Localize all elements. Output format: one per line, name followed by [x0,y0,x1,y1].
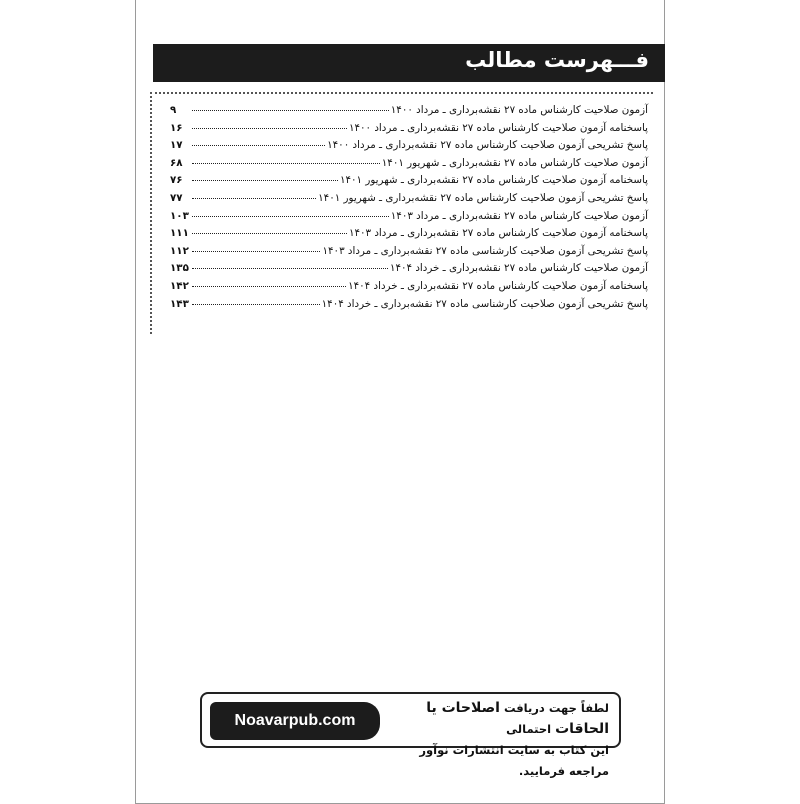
toc-entry-title: پاسخنامه آزمون صلاحیت کارشناس ماده ۲۷ نقشه‌برداری ـ مرداد ۱۴۰۳ [348,227,648,240]
toc-entry [170,280,648,298]
notice-text [379,698,609,782]
toc-entry-page: ۹ [170,104,177,116]
toc-entry-page: ۱۶ [170,121,183,134]
notice-emphasis: اصلاحات یا الحاقات [426,700,609,737]
toc-leader-dots [192,110,389,111]
toc-entry-page: ۶۸ [170,156,183,169]
toc-entry [170,104,648,122]
toc-entry-title: پاسخ تشریحی آزمون صلاحیت کارشناس ماده ۲۷ نقشه‌برداری ـ مرداد ۱۴۰۰ [327,139,648,152]
toc-leader-dots [192,286,346,287]
toc-entry [170,210,648,228]
toc-entry [170,157,648,175]
toc-entry-page: ۱۱۱ [170,227,189,240]
toc-entry [170,139,648,157]
toc-leader-dots [192,216,389,217]
toc-leader-dots [192,180,338,181]
toc-entry-title: پاسخنامه آزمون صلاحیت کارشناس ماده ۲۷ نقشه‌برداری ـ خرداد ۱۴۰۴ [348,279,648,292]
toc-entry-page: ۱۱۲ [170,244,189,257]
toc-entry-title: پاسخ تشریحی آزمون صلاحیت کارشناسی ماده ۲۷ نقشه‌برداری ـ خرداد ۱۴۰۴ [321,297,648,310]
toc-entry-title: آزمون صلاحیت کارشناس ماده ۲۷ نقشه‌برداری ـ مرداد ۱۴۰۰ [390,104,648,116]
toc-entry-page: ۷۶ [170,174,183,187]
toc-leader-dots [192,198,316,199]
page-title: فـــهرست مطالب [465,48,649,72]
toc-leader-dots [192,163,380,164]
toc-entry [170,122,648,140]
toc-entry-title: پاسخنامه آزمون صلاحیت کارشناس ماده ۲۷ نقشه‌برداری ـ شهریور ۱۴۰۱ [339,174,648,187]
toc-leader-dots [192,251,320,252]
toc-entry-title: پاسخ تشریحی آزمون صلاحیت کارشناس ماده ۲۷ نقشه‌برداری ـ شهریور ۱۴۰۱ [318,191,648,204]
website-link[interactable]: Noavarpub.com [234,712,356,729]
toc-entry-title: پاسخ تشریحی آزمون صلاحیت کارشناسی ماده ۲۷ نقشه‌برداری ـ مرداد ۱۴۰۳ [322,244,648,257]
toc-entry [170,298,648,316]
toc-leader-dots [192,268,388,269]
toc-entry [170,174,648,192]
toc-entry [170,245,648,263]
toc-entry-page: ۱۴۲ [170,279,189,292]
toc-leader-dots [192,128,347,129]
notice-line-2: این کتاب به سایت انتشارات نوآور مراجعه فرمایید. [419,743,609,778]
toc-entry-title: پاسخنامه آزمون صلاحیت کارشناس ماده ۲۷ نقشه‌برداری ـ مرداد ۱۴۰۰ [348,121,648,134]
toc-entry-title: آزمون صلاحیت کارشناس ماده ۲۷ نقشه‌برداری ـ خرداد ۱۴۰۴ [389,262,648,275]
publisher-notice-box [200,692,621,778]
toc-header-bar [153,44,665,82]
toc-leader-dots [192,145,325,146]
toc-entry-page: ۱۴۳ [170,297,189,310]
toc-leader-dots [192,233,347,234]
toc-entry [170,227,648,245]
toc-entry-page: ۱۰۳ [170,209,189,222]
toc-entry [170,192,648,210]
notice-line-1-pre: لطفاً جهت دریافت [499,701,609,715]
notice-line-1 [379,698,609,740]
toc-entry-page: ۱۳۵ [170,262,189,275]
notice-line-1-post: احتمالی [506,722,556,736]
toc-list [170,104,648,315]
toc-entry-page: ۷۷ [170,191,183,204]
toc-entry-title: آزمون صلاحیت کارشناس ماده ۲۷ نقشه‌برداری ـ شهریور ۱۴۰۱ [381,156,648,169]
toc-entry [170,262,648,280]
toc-leader-dots [192,304,320,305]
toc-entry-page: ۱۷ [170,139,183,152]
toc-entry-title: آزمون صلاحیت کارشناس ماده ۲۷ نقشه‌برداری ـ مرداد ۱۴۰۳ [390,209,648,222]
website-badge[interactable] [210,702,380,740]
